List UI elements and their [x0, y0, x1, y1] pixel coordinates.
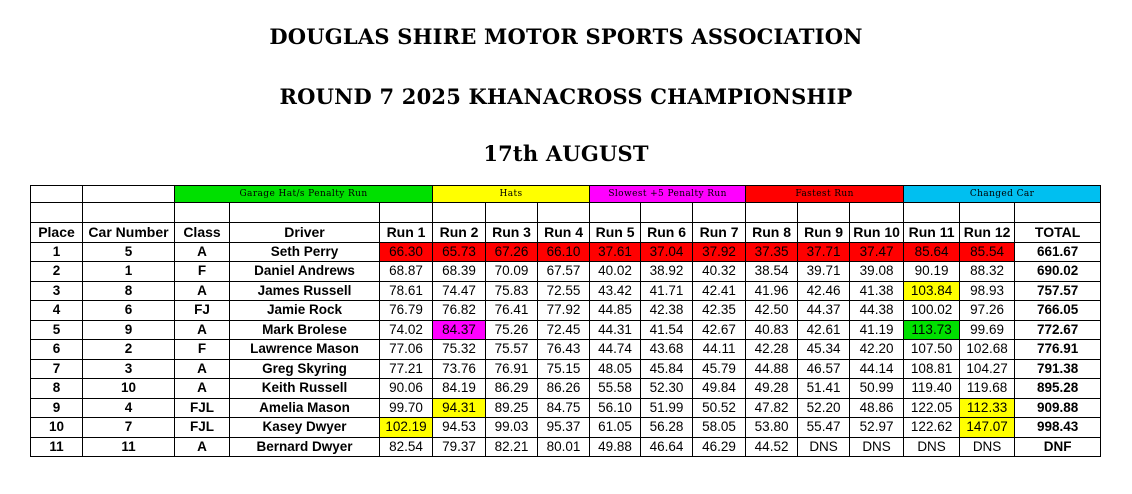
run-11-cell: 100.02	[904, 301, 960, 321]
run-10-cell: 39.08	[850, 262, 904, 282]
driver-cell: Bernard Dwyer	[230, 437, 380, 457]
car-number-cell: 7	[83, 418, 175, 438]
run-2-cell: 84.19	[433, 379, 486, 399]
run-5-cell: 44.31	[590, 320, 641, 340]
driver-cell: Greg Skyring	[230, 359, 380, 379]
run-11-cell: 108.81	[904, 359, 960, 379]
run-8-cell: 44.52	[746, 437, 798, 457]
driver-cell: Lawrence Mason	[230, 340, 380, 360]
run-2-cell: 94.53	[433, 418, 486, 438]
spacer-row	[31, 203, 1101, 223]
run-3-cell: 67.26	[486, 242, 538, 262]
run-2-cell: 79.37	[433, 437, 486, 457]
car-number-cell: 5	[83, 242, 175, 262]
column-header-run-7: Run 7	[693, 223, 746, 243]
table-row	[31, 242, 1101, 262]
column-header-run-2: Run 2	[433, 223, 486, 243]
run-1-cell: 66.30	[380, 242, 433, 262]
run-10-cell: 52.97	[850, 418, 904, 438]
column-header-place: Place	[31, 223, 83, 243]
run-12-cell: DNS	[960, 437, 1015, 457]
run-12-cell: 99.69	[960, 320, 1015, 340]
run-1-cell: 90.06	[380, 379, 433, 399]
table-row	[31, 359, 1101, 379]
run-8-cell: 38.54	[746, 262, 798, 282]
run-3-cell: 89.25	[486, 398, 538, 418]
run-9-cell: 42.46	[798, 281, 850, 301]
run-1-cell: 102.19	[380, 418, 433, 438]
place-cell: 6	[31, 340, 83, 360]
table-row	[31, 398, 1101, 418]
total-cell: 757.57	[1015, 281, 1101, 301]
run-2-cell: 75.32	[433, 340, 486, 360]
run-8-cell: 47.82	[746, 398, 798, 418]
run-7-cell: 46.29	[693, 437, 746, 457]
run-9-cell: 45.34	[798, 340, 850, 360]
car-number-cell: 1	[83, 262, 175, 282]
run-6-cell: 52.30	[641, 379, 693, 399]
run-8-cell: 40.83	[746, 320, 798, 340]
run-7-cell: 37.92	[693, 242, 746, 262]
run-7-cell: 58.05	[693, 418, 746, 438]
driver-cell: Daniel Andrews	[230, 262, 380, 282]
run-10-cell: 41.19	[850, 320, 904, 340]
run-3-cell: 99.03	[486, 418, 538, 438]
run-6-cell: 45.84	[641, 359, 693, 379]
run-5-cell: 56.10	[590, 398, 641, 418]
legend-row	[31, 186, 1101, 203]
class-cell: A	[175, 359, 230, 379]
run-1-cell: 74.02	[380, 320, 433, 340]
class-cell: FJ	[175, 301, 230, 321]
class-cell: A	[175, 437, 230, 457]
run-9-cell: 39.71	[798, 262, 850, 282]
run-2-cell: 68.39	[433, 262, 486, 282]
place-cell: 10	[31, 418, 83, 438]
total-cell: 690.02	[1015, 262, 1101, 282]
run-4-cell: 86.26	[538, 379, 590, 399]
run-4-cell: 84.75	[538, 398, 590, 418]
run-5-cell: 43.42	[590, 281, 641, 301]
run-8-cell: 41.96	[746, 281, 798, 301]
car-number-cell: 11	[83, 437, 175, 457]
run-11-cell: 119.40	[904, 379, 960, 399]
class-cell: A	[175, 320, 230, 340]
run-12-cell: 98.93	[960, 281, 1015, 301]
run-11-cell: 122.62	[904, 418, 960, 438]
run-3-cell: 86.29	[486, 379, 538, 399]
car-number-cell: 4	[83, 398, 175, 418]
run-5-cell: 55.58	[590, 379, 641, 399]
run-8-cell: 49.28	[746, 379, 798, 399]
run-1-cell: 99.70	[380, 398, 433, 418]
class-cell: FJL	[175, 418, 230, 438]
run-8-cell: 37.35	[746, 242, 798, 262]
run-1-cell: 77.21	[380, 359, 433, 379]
run-12-cell: 85.54	[960, 242, 1015, 262]
run-2-cell: 73.76	[433, 359, 486, 379]
column-header-run-4: Run 4	[538, 223, 590, 243]
results-table	[30, 185, 1101, 457]
legend-changed-car: Changed Car	[904, 186, 1101, 203]
run-10-cell: 37.47	[850, 242, 904, 262]
run-10-cell: 50.99	[850, 379, 904, 399]
place-cell: 4	[31, 301, 83, 321]
run-3-cell: 75.83	[486, 281, 538, 301]
run-3-cell: 82.21	[486, 437, 538, 457]
run-11-cell: DNS	[904, 437, 960, 457]
run-6-cell: 46.64	[641, 437, 693, 457]
run-7-cell: 40.32	[693, 262, 746, 282]
run-2-cell: 65.73	[433, 242, 486, 262]
run-5-cell: 48.05	[590, 359, 641, 379]
column-header-total: TOTAL	[1015, 223, 1101, 243]
association-title: DOUGLAS SHIRE MOTOR SPORTS ASSOCIATION	[269, 24, 863, 49]
run-10-cell: 44.38	[850, 301, 904, 321]
legend-garage-hats: Garage Hat/s Penalty Run	[175, 186, 433, 203]
car-number-cell: 2	[83, 340, 175, 360]
total-cell: 791.38	[1015, 359, 1101, 379]
run-4-cell: 66.10	[538, 242, 590, 262]
run-7-cell: 45.79	[693, 359, 746, 379]
run-10-cell: DNS	[850, 437, 904, 457]
driver-cell: Seth Perry	[230, 242, 380, 262]
place-cell: 3	[31, 281, 83, 301]
run-6-cell: 38.92	[641, 262, 693, 282]
run-8-cell: 53.80	[746, 418, 798, 438]
run-4-cell: 77.92	[538, 301, 590, 321]
legend-fastest-run: Fastest Run	[746, 186, 904, 203]
run-5-cell: 49.88	[590, 437, 641, 457]
run-4-cell: 76.43	[538, 340, 590, 360]
car-number-cell: 3	[83, 359, 175, 379]
run-12-cell: 119.68	[960, 379, 1015, 399]
run-11-cell: 122.05	[904, 398, 960, 418]
car-number-cell: 10	[83, 379, 175, 399]
run-9-cell: 46.57	[798, 359, 850, 379]
column-header-class: Class	[175, 223, 230, 243]
table-row	[31, 340, 1101, 360]
run-5-cell: 44.74	[590, 340, 641, 360]
run-12-cell: 88.32	[960, 262, 1015, 282]
run-1-cell: 82.54	[380, 437, 433, 457]
run-6-cell: 37.04	[641, 242, 693, 262]
run-5-cell: 44.85	[590, 301, 641, 321]
total-cell: 998.43	[1015, 418, 1101, 438]
total-cell: 909.88	[1015, 398, 1101, 418]
run-9-cell: 52.20	[798, 398, 850, 418]
column-header-run-11: Run 11	[904, 223, 960, 243]
run-9-cell: 55.47	[798, 418, 850, 438]
run-5-cell: 61.05	[590, 418, 641, 438]
table-row	[31, 320, 1101, 340]
table-row	[31, 281, 1101, 301]
run-9-cell: 42.61	[798, 320, 850, 340]
run-4-cell: 72.55	[538, 281, 590, 301]
place-cell: 9	[31, 398, 83, 418]
run-2-cell: 94.31	[433, 398, 486, 418]
run-10-cell: 44.14	[850, 359, 904, 379]
column-header-run-9: Run 9	[798, 223, 850, 243]
run-12-cell: 147.07	[960, 418, 1015, 438]
run-2-cell: 84.37	[433, 320, 486, 340]
run-1-cell: 68.87	[380, 262, 433, 282]
run-10-cell: 48.86	[850, 398, 904, 418]
run-6-cell: 43.68	[641, 340, 693, 360]
run-11-cell: 85.64	[904, 242, 960, 262]
column-header-run-5: Run 5	[590, 223, 641, 243]
run-12-cell: 97.26	[960, 301, 1015, 321]
run-10-cell: 41.38	[850, 281, 904, 301]
total-cell: 772.67	[1015, 320, 1101, 340]
class-cell: F	[175, 262, 230, 282]
run-3-cell: 75.57	[486, 340, 538, 360]
driver-cell: Kasey Dwyer	[230, 418, 380, 438]
run-6-cell: 41.54	[641, 320, 693, 340]
run-11-cell: 107.50	[904, 340, 960, 360]
place-cell: 7	[31, 359, 83, 379]
run-8-cell: 44.88	[746, 359, 798, 379]
class-cell: A	[175, 379, 230, 399]
place-cell: 2	[31, 262, 83, 282]
run-2-cell: 74.47	[433, 281, 486, 301]
total-cell: 895.28	[1015, 379, 1101, 399]
run-3-cell: 76.91	[486, 359, 538, 379]
run-11-cell: 90.19	[904, 262, 960, 282]
total-cell: 766.05	[1015, 301, 1101, 321]
place-cell: 5	[31, 320, 83, 340]
table-row	[31, 418, 1101, 438]
place-cell: 1	[31, 242, 83, 262]
run-12-cell: 102.68	[960, 340, 1015, 360]
column-header-run-3: Run 3	[486, 223, 538, 243]
table-row	[31, 379, 1101, 399]
column-header-run-12: Run 12	[960, 223, 1015, 243]
column-header-car-number: Car Number	[83, 223, 175, 243]
run-7-cell: 44.11	[693, 340, 746, 360]
column-header-run-10: Run 10	[850, 223, 904, 243]
run-3-cell: 70.09	[486, 262, 538, 282]
run-4-cell: 80.01	[538, 437, 590, 457]
column-header-run-1: Run 1	[380, 223, 433, 243]
driver-cell: Mark Brolese	[230, 320, 380, 340]
column-header-run-6: Run 6	[641, 223, 693, 243]
run-11-cell: 103.84	[904, 281, 960, 301]
column-header-run-8: Run 8	[746, 223, 798, 243]
legend-slowest-penalty: Slowest +5 Penalty Run	[590, 186, 746, 203]
run-10-cell: 42.20	[850, 340, 904, 360]
class-cell: A	[175, 281, 230, 301]
run-1-cell: 78.61	[380, 281, 433, 301]
class-cell: F	[175, 340, 230, 360]
run-7-cell: 42.35	[693, 301, 746, 321]
run-3-cell: 75.26	[486, 320, 538, 340]
driver-cell: Keith Russell	[230, 379, 380, 399]
run-1-cell: 76.79	[380, 301, 433, 321]
run-6-cell: 41.71	[641, 281, 693, 301]
run-8-cell: 42.50	[746, 301, 798, 321]
driver-cell: Jamie Rock	[230, 301, 380, 321]
run-11-cell: 113.73	[904, 320, 960, 340]
total-cell: 661.67	[1015, 242, 1101, 262]
run-1-cell: 77.06	[380, 340, 433, 360]
car-number-cell: 9	[83, 320, 175, 340]
run-12-cell: 104.27	[960, 359, 1015, 379]
run-12-cell: 112.33	[960, 398, 1015, 418]
run-6-cell: 51.99	[641, 398, 693, 418]
car-number-cell: 8	[83, 281, 175, 301]
class-cell: A	[175, 242, 230, 262]
run-9-cell: 37.71	[798, 242, 850, 262]
run-4-cell: 67.57	[538, 262, 590, 282]
run-7-cell: 42.67	[693, 320, 746, 340]
header-row	[31, 223, 1101, 243]
driver-cell: James Russell	[230, 281, 380, 301]
run-5-cell: 40.02	[590, 262, 641, 282]
run-4-cell: 75.15	[538, 359, 590, 379]
run-2-cell: 76.82	[433, 301, 486, 321]
total-cell: 776.91	[1015, 340, 1101, 360]
place-cell: 8	[31, 379, 83, 399]
event-title: ROUND 7 2025 KHANACROSS CHAMPIONSHIP	[279, 84, 853, 109]
event-date: 17th AUGUST	[483, 141, 649, 166]
run-9-cell: 51.41	[798, 379, 850, 399]
run-9-cell: 44.37	[798, 301, 850, 321]
car-number-cell: 6	[83, 301, 175, 321]
total-cell: DNF	[1015, 437, 1101, 457]
run-7-cell: 50.52	[693, 398, 746, 418]
run-6-cell: 56.28	[641, 418, 693, 438]
run-7-cell: 49.84	[693, 379, 746, 399]
table-row	[31, 437, 1101, 457]
run-8-cell: 42.28	[746, 340, 798, 360]
column-header-driver: Driver	[230, 223, 380, 243]
run-4-cell: 72.45	[538, 320, 590, 340]
run-5-cell: 37.61	[590, 242, 641, 262]
legend-hats: Hats	[433, 186, 590, 203]
driver-cell: Amelia Mason	[230, 398, 380, 418]
run-4-cell: 95.37	[538, 418, 590, 438]
place-cell: 11	[31, 437, 83, 457]
run-6-cell: 42.38	[641, 301, 693, 321]
class-cell: FJL	[175, 398, 230, 418]
run-3-cell: 76.41	[486, 301, 538, 321]
table-row	[31, 262, 1101, 282]
run-9-cell: DNS	[798, 437, 850, 457]
table-row	[31, 301, 1101, 321]
run-7-cell: 42.41	[693, 281, 746, 301]
